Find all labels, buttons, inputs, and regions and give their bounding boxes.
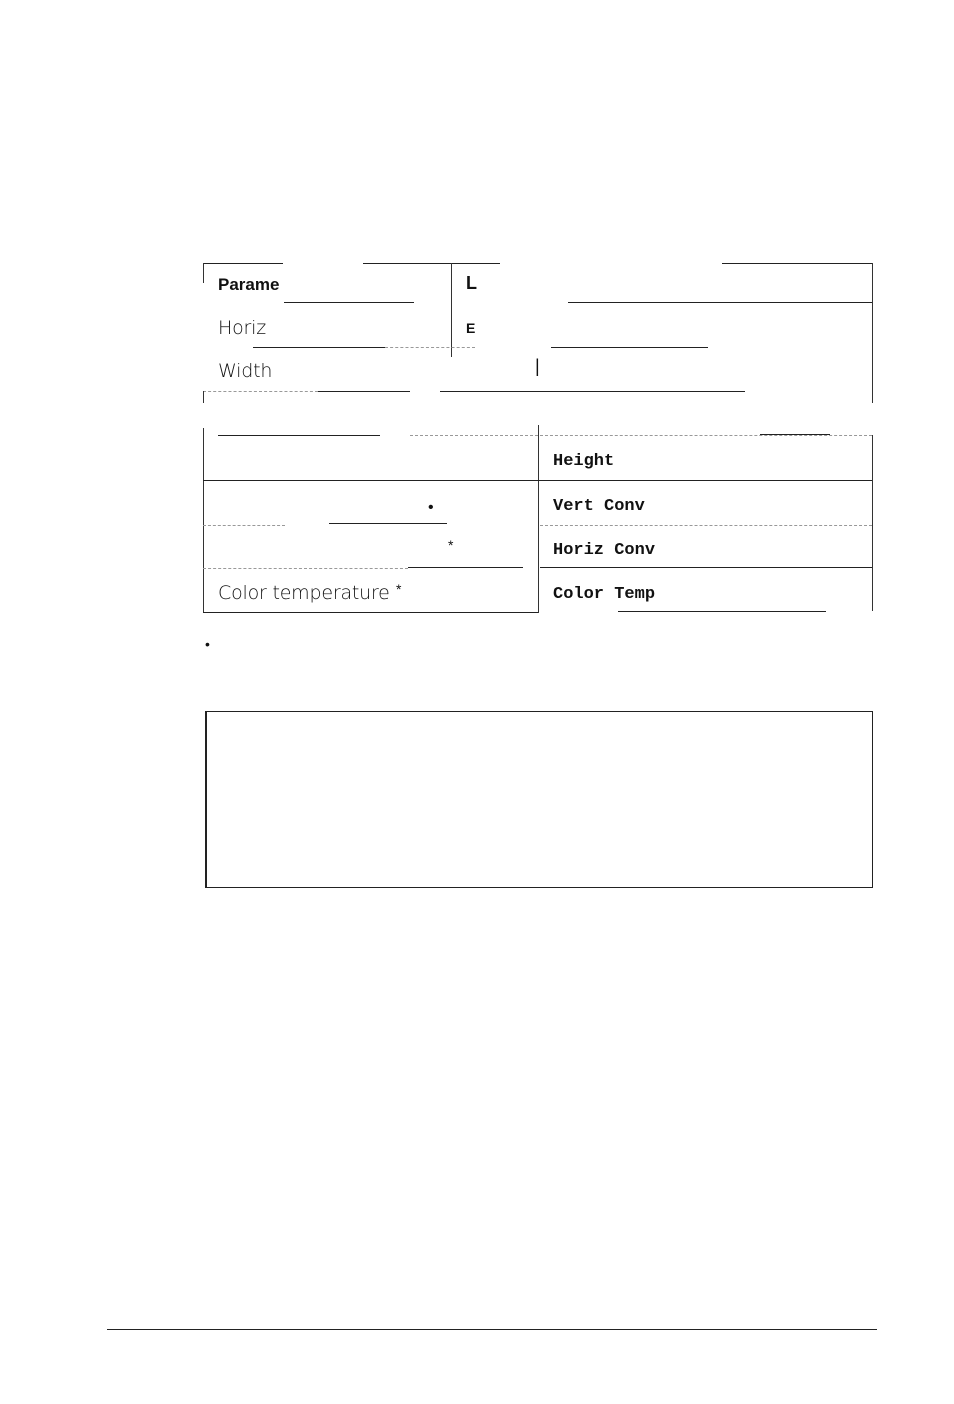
row-value-vertical-convergence: Vert Conv: [553, 497, 645, 516]
row-divider: [551, 347, 708, 348]
row-divider: [253, 347, 385, 348]
column-header-value: L: [466, 273, 477, 293]
footnote-bullet: •: [205, 636, 210, 652]
table-border: [203, 263, 204, 283]
table-border: [540, 435, 872, 436]
table-border: [410, 435, 538, 436]
row-value-width: |: [535, 356, 540, 376]
footnote-marker: •: [428, 499, 434, 516]
row-divider: [203, 480, 872, 481]
row-divider: [318, 391, 410, 392]
table-border: [203, 428, 204, 612]
table-border: [203, 612, 538, 613]
table-border: [363, 263, 500, 264]
row-divider: [203, 568, 408, 569]
table-border: [872, 263, 873, 403]
column-divider: [538, 425, 539, 613]
footer-rule: [107, 1329, 877, 1330]
row-divider: [203, 525, 285, 526]
table-border: [722, 263, 872, 264]
row-value-horizontal-convergence: Horiz Conv: [553, 541, 656, 560]
row-value-height: Height: [553, 452, 615, 471]
row-divider: [385, 347, 475, 348]
column-divider: [451, 263, 452, 357]
table-border: [618, 611, 826, 612]
table-border: [203, 391, 204, 403]
row-divider: [284, 302, 414, 303]
row-param-color-temperature: Color temperature: [218, 582, 390, 604]
row-divider: [440, 391, 745, 392]
table-border: [218, 435, 380, 436]
row-divider: [540, 525, 872, 526]
footnote-marker: *: [448, 537, 454, 553]
column-header-parameter: Parame: [218, 275, 280, 294]
note-box: [205, 711, 873, 888]
row-value-horizontal: E: [466, 320, 476, 336]
row-divider: [203, 391, 318, 392]
row-divider: [540, 567, 872, 568]
row-divider: [329, 523, 447, 524]
row-divider: [408, 567, 523, 568]
row-divider: [568, 302, 872, 303]
row-param-width: Width: [218, 360, 273, 382]
table-border: [760, 434, 830, 435]
table-border: [203, 263, 283, 264]
row-param-horizontal: Horiz: [218, 317, 266, 339]
row-value-color-temperature: Color Temp: [553, 585, 656, 604]
footnote-marker: *: [396, 581, 402, 597]
table-border: [872, 435, 873, 611]
